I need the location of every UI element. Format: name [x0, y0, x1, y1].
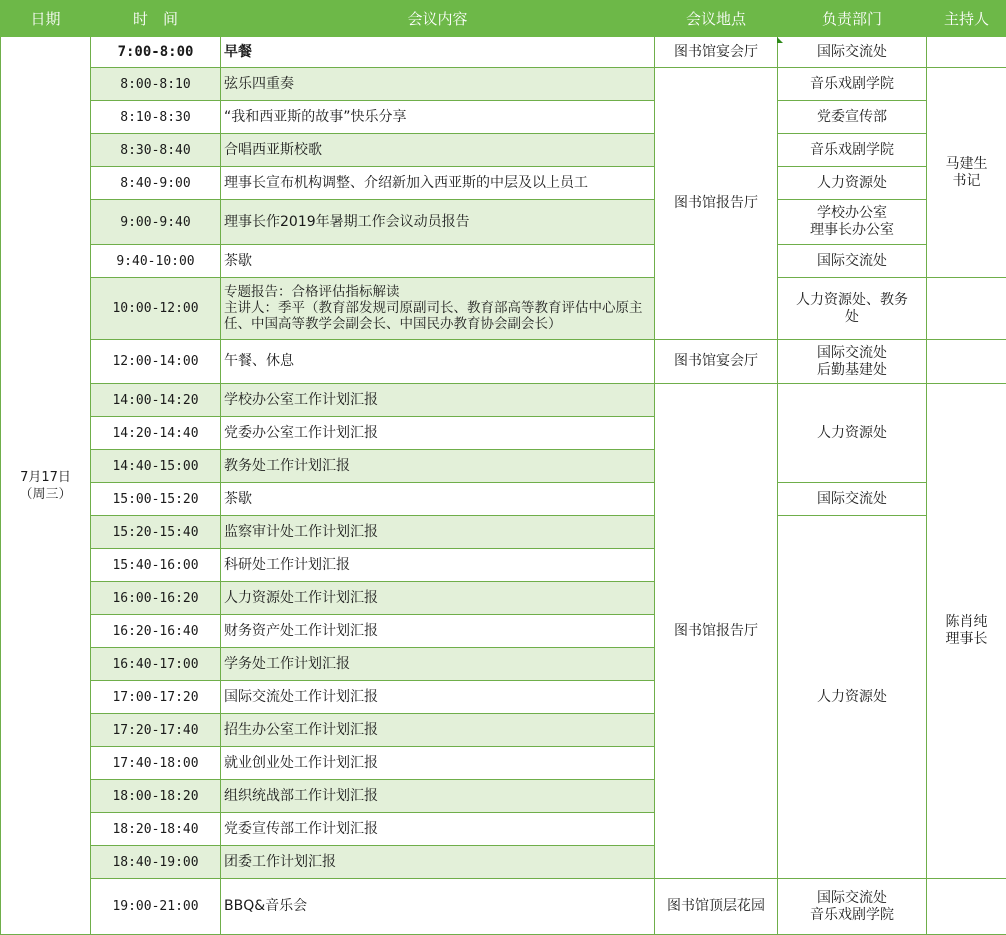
location-cell: 图书馆宴会厅 — [655, 37, 778, 68]
time-cell: 15:40-16:00 — [91, 549, 221, 582]
cell-comment-marker — [777, 37, 783, 43]
location-cell: 图书馆顶层花园 — [655, 879, 778, 935]
table-row — [1, 516, 1006, 549]
time-cell: 18:20-18:40 — [91, 813, 221, 846]
table-row — [1, 167, 1006, 200]
department-cell: 党委宣传部 — [778, 101, 927, 134]
time-cell: 8:00-8:10 — [91, 68, 221, 101]
header-date: 日期 — [1, 1, 91, 37]
department-cell: 国际交流处 — [778, 483, 927, 516]
table-row — [1, 200, 1006, 245]
time-cell: 14:20-14:40 — [91, 417, 221, 450]
department-cell: 人力资源处、教务 处 — [778, 278, 927, 340]
time-cell: 7:00-8:00 — [91, 37, 221, 68]
time-cell: 8:30-8:40 — [91, 134, 221, 167]
department-cell: 人力资源处 — [778, 167, 927, 200]
time-cell: 16:00-16:20 — [91, 582, 221, 615]
content-cell: 教务处工作计划汇报 — [221, 450, 655, 483]
table-row — [1, 134, 1006, 167]
department-cell: 国际交流处 后勤基建处 — [778, 340, 927, 384]
host-cell — [927, 37, 1006, 68]
department-cell: 人力资源处 — [778, 384, 927, 483]
host-cell — [927, 278, 1006, 340]
table-row — [1, 384, 1006, 417]
department-cell: 国际交流处 — [778, 245, 927, 278]
content-cell: 党委办公室工作计划汇报 — [221, 417, 655, 450]
header-content: 会议内容 — [221, 1, 655, 37]
time-cell: 19:00-21:00 — [91, 879, 221, 935]
content-cell: 组织统战部工作计划汇报 — [221, 780, 655, 813]
table-row — [1, 245, 1006, 278]
host-cell: 马建生 书记 — [927, 68, 1006, 278]
content-cell: 科研处工作计划汇报 — [221, 549, 655, 582]
table-row — [1, 879, 1006, 935]
content-cell: 午餐、休息 — [221, 340, 655, 384]
date-cell: 7月17日 （周三） — [1, 37, 91, 935]
content-cell: 就业创业处工作计划汇报 — [221, 747, 655, 780]
content-cell: “我和西亚斯的故事”快乐分享 — [221, 101, 655, 134]
time-cell: 14:00-14:20 — [91, 384, 221, 417]
table-row — [1, 101, 1006, 134]
header-location: 会议地点 — [655, 1, 778, 37]
time-cell: 8:40-9:00 — [91, 167, 221, 200]
time-cell: 9:00-9:40 — [91, 200, 221, 245]
location-cell: 图书馆报告厅 — [655, 384, 778, 879]
location-cell: 图书馆报告厅 — [655, 68, 778, 340]
content-cell: 财务资产处工作计划汇报 — [221, 615, 655, 648]
time-cell: 17:20-17:40 — [91, 714, 221, 747]
department-cell: 音乐戏剧学院 — [778, 134, 927, 167]
time-cell: 17:00-17:20 — [91, 681, 221, 714]
header-time: 时 间 — [91, 1, 221, 37]
time-cell: 15:20-15:40 — [91, 516, 221, 549]
department-cell: 学校办公室 理事长办公室 — [778, 200, 927, 245]
content-cell: 团委工作计划汇报 — [221, 846, 655, 879]
content-cell: 专题报告：合格评估指标解读 主讲人：季平（教育部发规司原副司长、教育部高等教育评估中心原主任、中国高等教学会副会长、中国民办教育协会副会长） — [221, 278, 655, 340]
content-cell: 人力资源处工作计划汇报 — [221, 582, 655, 615]
time-cell: 17:40-18:00 — [91, 747, 221, 780]
content-cell: 理事长作2019年暑期工作会议动员报告 — [221, 200, 655, 245]
header-host: 主持人 — [927, 1, 1006, 37]
content-cell: 早餐 — [221, 37, 655, 68]
content-cell: 招生办公室工作计划汇报 — [221, 714, 655, 747]
department-cell: 国际交流处 音乐戏剧学院 — [778, 879, 927, 935]
time-cell: 18:00-18:20 — [91, 780, 221, 813]
host-cell: 陈肖纯 理事长 — [927, 384, 1006, 879]
time-cell: 18:40-19:00 — [91, 846, 221, 879]
time-cell: 12:00-14:00 — [91, 340, 221, 384]
time-cell: 10:00-12:00 — [91, 278, 221, 340]
content-cell: 合唱西亚斯校歌 — [221, 134, 655, 167]
time-cell: 16:40-17:00 — [91, 648, 221, 681]
content-cell: 理事长宣布机构调整、介绍新加入西亚斯的中层及以上员工 — [221, 167, 655, 200]
content-cell: 弦乐四重奏 — [221, 68, 655, 101]
location-cell: 图书馆宴会厅 — [655, 340, 778, 384]
content-cell: 茶歇 — [221, 245, 655, 278]
header-department: 负责部门 — [778, 1, 927, 37]
content-cell: 党委宣传部工作计划汇报 — [221, 813, 655, 846]
header-row — [1, 1, 1006, 37]
time-cell: 16:20-16:40 — [91, 615, 221, 648]
content-cell: 学务处工作计划汇报 — [221, 648, 655, 681]
content-cell: BBQ&音乐会 — [221, 879, 655, 935]
department-cell: 人力资源处 — [778, 516, 927, 879]
table-row — [1, 68, 1006, 101]
content-cell: 茶歇 — [221, 483, 655, 516]
host-cell — [927, 340, 1006, 384]
time-cell: 15:00-15:20 — [91, 483, 221, 516]
department-cell: 国际交流处 — [778, 37, 927, 68]
time-cell: 14:40-15:00 — [91, 450, 221, 483]
content-cell: 国际交流处工作计划汇报 — [221, 681, 655, 714]
content-cell: 监察审计处工作计划汇报 — [221, 516, 655, 549]
table-row — [1, 37, 1006, 68]
time-cell: 9:40-10:00 — [91, 245, 221, 278]
time-cell: 8:10-8:30 — [91, 101, 221, 134]
table-row — [1, 278, 1006, 340]
department-cell: 音乐戏剧学院 — [778, 68, 927, 101]
host-cell — [927, 879, 1006, 935]
content-cell: 学校办公室工作计划汇报 — [221, 384, 655, 417]
table-row — [1, 483, 1006, 516]
table-row — [1, 340, 1006, 384]
